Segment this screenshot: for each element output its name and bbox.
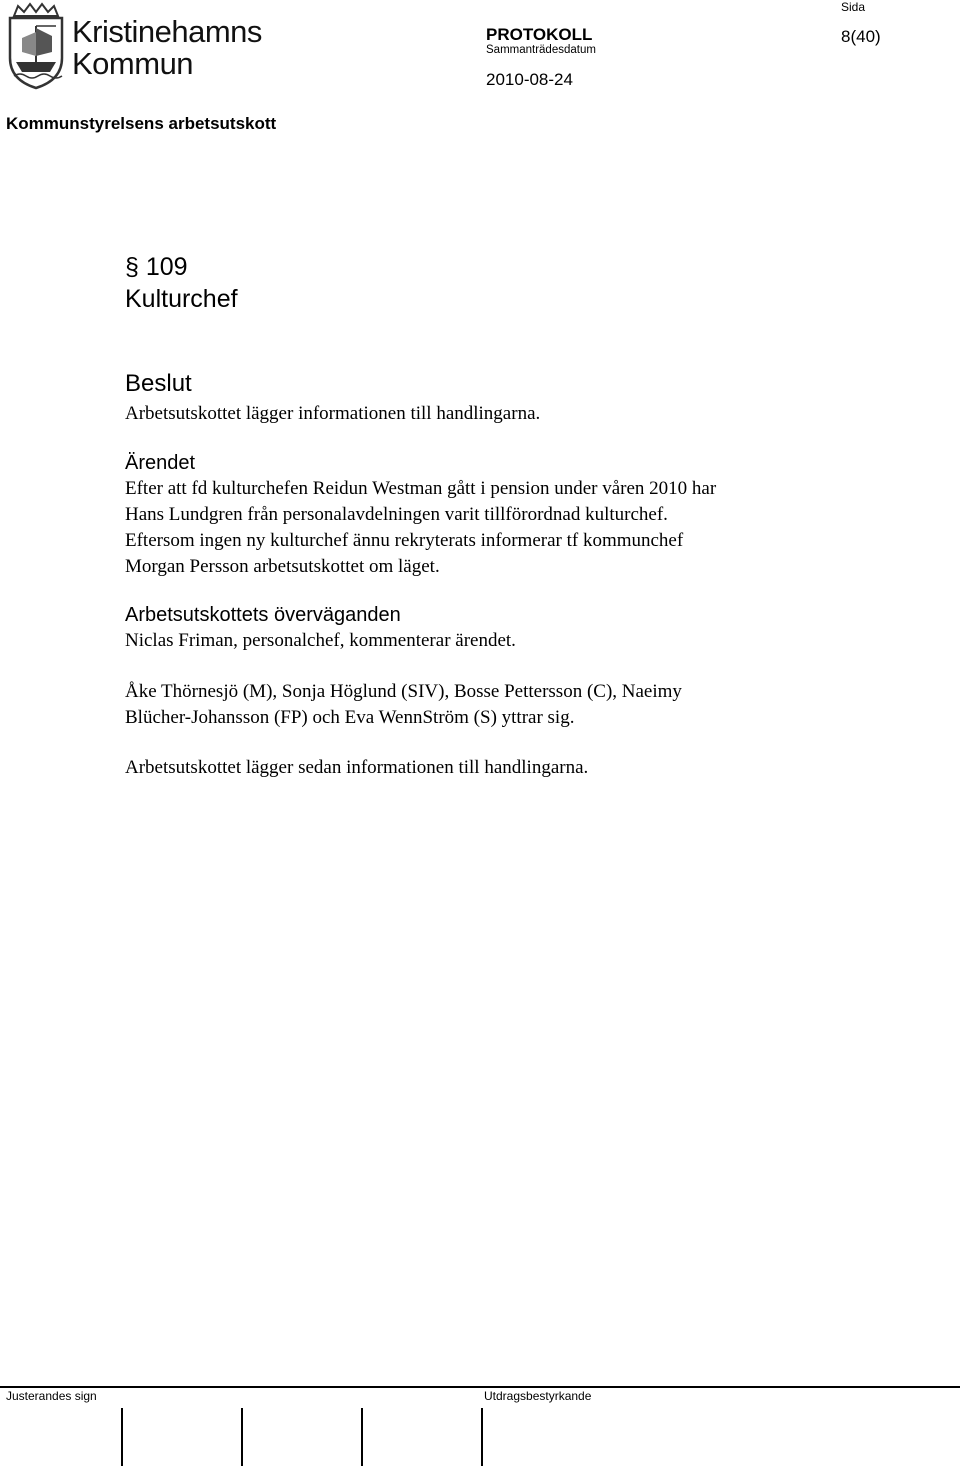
logo-text-line2: Kommun [72,46,194,81]
matter-line: Eftersom ingen ny kulturchef ännu rekryterats informerar tf kommunchef [125,530,684,551]
speakers-text [125,679,682,731]
adjuster-signature-label: Justerandes sign [6,1389,97,1403]
ship-crest-icon [6,2,68,90]
footer-divider [0,1386,960,1388]
matter-line: Efter att fd kulturchefen Reidun Westman gått i pension under våren 2010 har [125,478,717,499]
document-type: PROTOKOLL [486,25,593,44]
decision-text: Arbetsutskottet lägger informationen till handlingarna. [125,403,541,424]
heading-matter: Ärendet [125,452,196,474]
considerations-text: Niclas Friman, personalchef, kommenterar ärendet. [125,630,516,651]
page-label: Sida [841,0,866,14]
signature-box-divider [361,1408,363,1466]
matter-line: Morgan Persson arbetsutskottet om läget. [125,556,440,577]
paragraph-number: § 109 [125,253,188,281]
matter-text [125,476,716,580]
final-decision-text: Arbetsutskottet lägger sedan informationen till handlingarna. [125,757,589,778]
signature-box-divider [241,1408,243,1466]
extract-certification-label: Utdragsbestyrkande [484,1389,592,1403]
meeting-date: 2010-08-24 [486,70,573,89]
heading-considerations: Arbetsutskottets överväganden [125,604,401,626]
speakers-line: Blücher-Johansson (FP) och Eva WennStröm (S) yttrar sig. [125,707,575,728]
signature-box-divider [481,1408,483,1466]
signature-box-divider [121,1408,123,1466]
municipality-logo [6,2,262,90]
matter-line: Hans Lundgren från personalavdelningen varit tillförordnad kulturchef. [125,504,668,525]
paragraph-title: Kulturchef [125,285,238,313]
committee-name: Kommunstyrelsens arbetsutskott [6,114,277,133]
page-number: 8(40) [841,27,881,46]
heading-decision: Beslut [125,370,192,397]
meeting-date-label: Sammanträdesdatum [486,44,596,56]
speakers-line: Åke Thörnesjö (M), Sonja Höglund (SIV), Bosse Pettersson (C), Naeimy [125,681,682,702]
logo-text-line1: Kristinehamns [72,14,262,49]
